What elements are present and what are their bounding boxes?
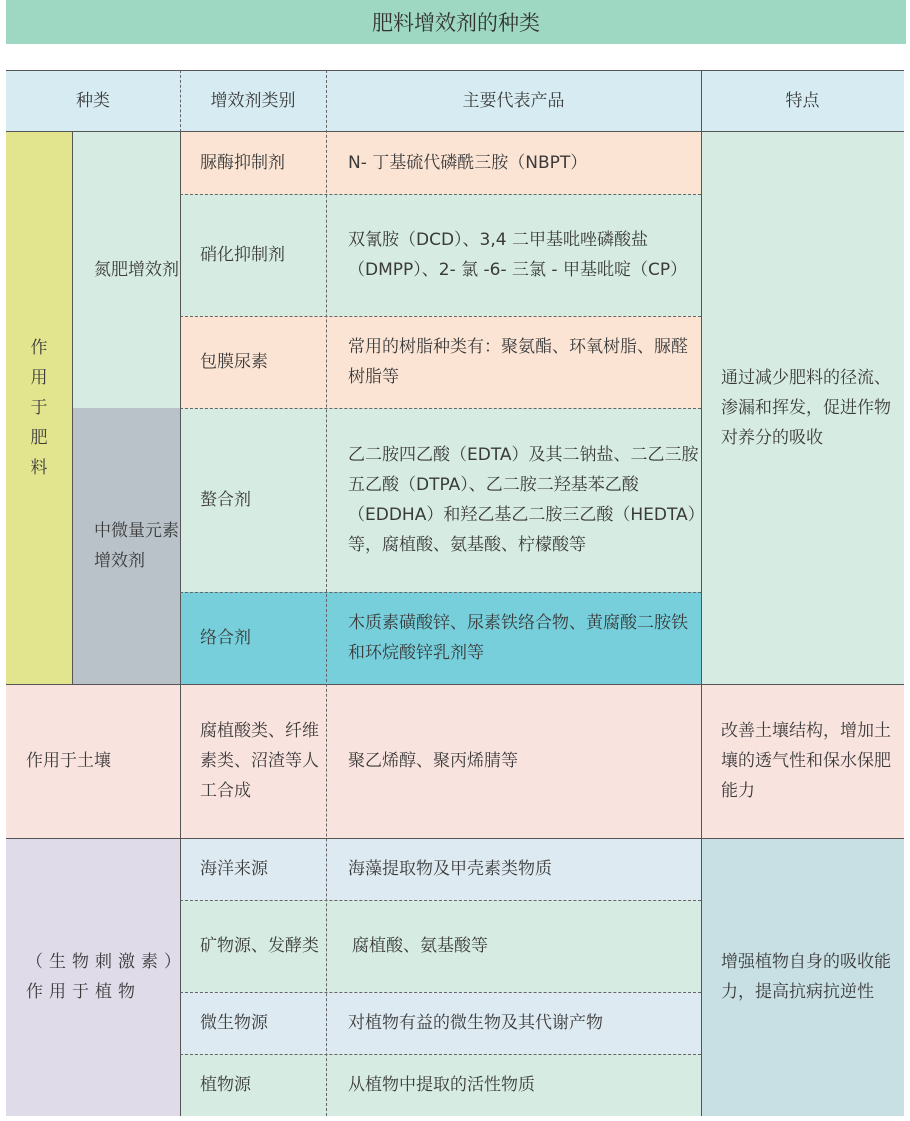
header-category: 增效剂类别: [180, 70, 326, 132]
table-row-category: 微生物源: [180, 992, 326, 1054]
group3-label: （生物刺激素）作用于植物: [6, 838, 180, 1116]
table-row-category: 矿物源、发酵类: [180, 900, 326, 992]
group1-label-char: 用: [30, 368, 48, 388]
group1-bottom-border: [6, 684, 904, 685]
page-title: 肥料增效剂的种类: [6, 0, 906, 44]
table-top-border: [6, 70, 904, 71]
divider: [72, 132, 73, 684]
table-row-category: 包膜尿素: [180, 316, 326, 408]
divider: [180, 408, 701, 409]
table-row-products: 双氰胺（DCD）、3,4 二甲基吡唑磷酸盐（DMPP）、2- 氯 -6- 三氯 - 甲基吡啶（CP）: [326, 194, 701, 316]
table-row-products: 对植物有益的微生物及其代谢产物: [326, 992, 701, 1054]
group1-label: [6, 132, 72, 684]
group1-sub1-label: 氮肥增效剂: [72, 132, 180, 408]
header-kind: 种类: [6, 70, 180, 132]
table-row-category: 硝化抑制剂: [180, 194, 326, 316]
table-row-products: N- 丁基硫代磷酰三胺（NBPT）: [326, 132, 701, 194]
table-row-products: 乙二胺四乙酸（EDTA）及其二钠盐、二乙三胺五乙酸（DTPA）、乙二胺二羟基苯乙酸（EDDHA）和羟乙基乙二胺三乙酸（HEDTA）等，腐植酸、氨基酸、柠檬酸等: [326, 408, 701, 592]
header-products: 主要代表产品: [326, 70, 701, 132]
group1-features: 通过减少肥料的径流、渗漏和挥发，促进作物对养分的吸收: [701, 132, 904, 684]
divider: [180, 194, 701, 195]
table-row-category: 植物源: [180, 1054, 326, 1116]
divider: [180, 316, 701, 317]
table-row-products: 木质素磺酸锌、尿素铁络合物、黄腐酸二胺铁和环烷酸锌乳剂等: [326, 592, 701, 684]
table-row-products: 腐植酸、氨基酸等: [326, 900, 701, 992]
group2-features: 改善土壤结构，增加土壤的透气性和保水保肥能力: [701, 684, 904, 838]
group3-features: 增强植物自身的吸收能力，提高抗病抗逆性: [701, 838, 904, 1116]
table-row-products: 从植物中提取的活性物质: [326, 1054, 701, 1116]
table-row-category: 脲酶抑制剂: [180, 132, 326, 194]
group2-bottom-border: [6, 838, 904, 839]
table-row-category: 螯合剂: [180, 408, 326, 592]
group1-label-char: 料: [30, 458, 48, 478]
divider: [180, 132, 181, 1116]
header-bottom-border: [6, 131, 904, 132]
divider: [180, 900, 701, 901]
table-row-products: 海藻提取物及甲壳素类物质: [326, 838, 701, 900]
group2-label: 作用于土壤: [6, 684, 180, 838]
group2-category: 腐植酸类、纤维素类、沼渣等人工合成: [180, 684, 326, 838]
header-features: 特点: [701, 70, 904, 132]
divider: [701, 70, 702, 1116]
group1-label-char: 于: [30, 398, 48, 418]
divider: [180, 992, 701, 993]
divider: [180, 592, 701, 593]
divider: [326, 70, 327, 1116]
group2-products: 聚乙烯醇、聚丙烯腈等: [326, 684, 701, 838]
group1-sub2-label: 中微量元素增效剂: [72, 408, 180, 684]
table-row-category: 海洋来源: [180, 838, 326, 900]
divider: [180, 1054, 701, 1055]
divider: [180, 70, 181, 132]
table-row-category: 络合剂: [180, 592, 326, 684]
group1-label-char: 作: [30, 338, 48, 358]
table-row-products: 常用的树脂种类有：聚氨酯、环氧树脂、脲醛树脂等: [326, 316, 701, 408]
group1-label-char: 肥: [30, 428, 48, 448]
